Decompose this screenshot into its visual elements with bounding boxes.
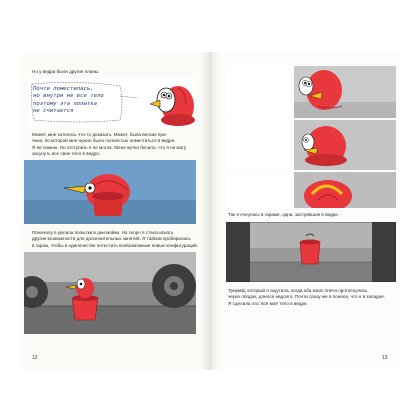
- speech-bubble: [33, 86, 104, 116]
- comic-panel-4-art: [226, 66, 396, 118]
- text-line: Триумф, который я ощутила, когда оба моих плеча протиснулись: [228, 288, 368, 293]
- paragraph-2: [32, 230, 198, 249]
- paragraph-right: [228, 288, 396, 307]
- comic-panel-4: [226, 66, 396, 118]
- comic-panel-6: [226, 172, 396, 208]
- text-line: другие возможности для дополнительных занятий. Я тайком пробиралась: [32, 236, 191, 242]
- comic-panel-6-art: [226, 172, 396, 208]
- text-line: в гараж, чтобы в одиночестве потестить всевозможные новые конфигураций.: [32, 242, 198, 248]
- book-gutter: [201, 52, 220, 370]
- text-line: Я не помню. Но отступить я не могла. Меня жутко бесило, что я не могу: [32, 144, 187, 150]
- text-line: Поначалу я делала попытки в дни мойки. Но скоро я стала искать: [32, 230, 174, 235]
- paragraph-1: [32, 132, 198, 158]
- page-number-right: 13: [382, 355, 388, 361]
- speech-line: поэтому эта попытка: [33, 100, 97, 107]
- text-line: Может, мне хотелось что-то доказать. Может, была веская при-: [32, 132, 168, 137]
- comic-panel-3: [24, 252, 196, 334]
- comic-panel-2-art: [24, 160, 196, 224]
- speech-line: не считается: [33, 108, 74, 115]
- comic-panel-3-art: [24, 252, 196, 334]
- speech-line: но внутри не все тело: [33, 93, 104, 100]
- text-line: чина, по которой мне нужно было полностью поместиться в ведре.: [32, 138, 176, 144]
- page-number-left: 12: [32, 355, 38, 361]
- comic-panel-5-art: [226, 120, 396, 170]
- text-line: через ободок, длился недолго. Почти сразу же я поняла, что я в западне.: [228, 294, 386, 300]
- caption-top: Но у ведра были другие планы.: [32, 69, 100, 74]
- caption-middle: Так я очнулась в гараже, одна, застрявшая в ведре.: [228, 212, 340, 217]
- comic-panel-2: [24, 160, 196, 224]
- comic-panel-7: [226, 222, 396, 282]
- comic-panel-5: [226, 120, 396, 170]
- text-line: Я сделала это: всё моё тело в ведре.: [228, 300, 308, 306]
- text-line: засунуть все свое тело в ведро.: [32, 151, 101, 157]
- comic-panel-7-art: [226, 222, 396, 282]
- speech-line: Почти поместилась,: [33, 86, 94, 92]
